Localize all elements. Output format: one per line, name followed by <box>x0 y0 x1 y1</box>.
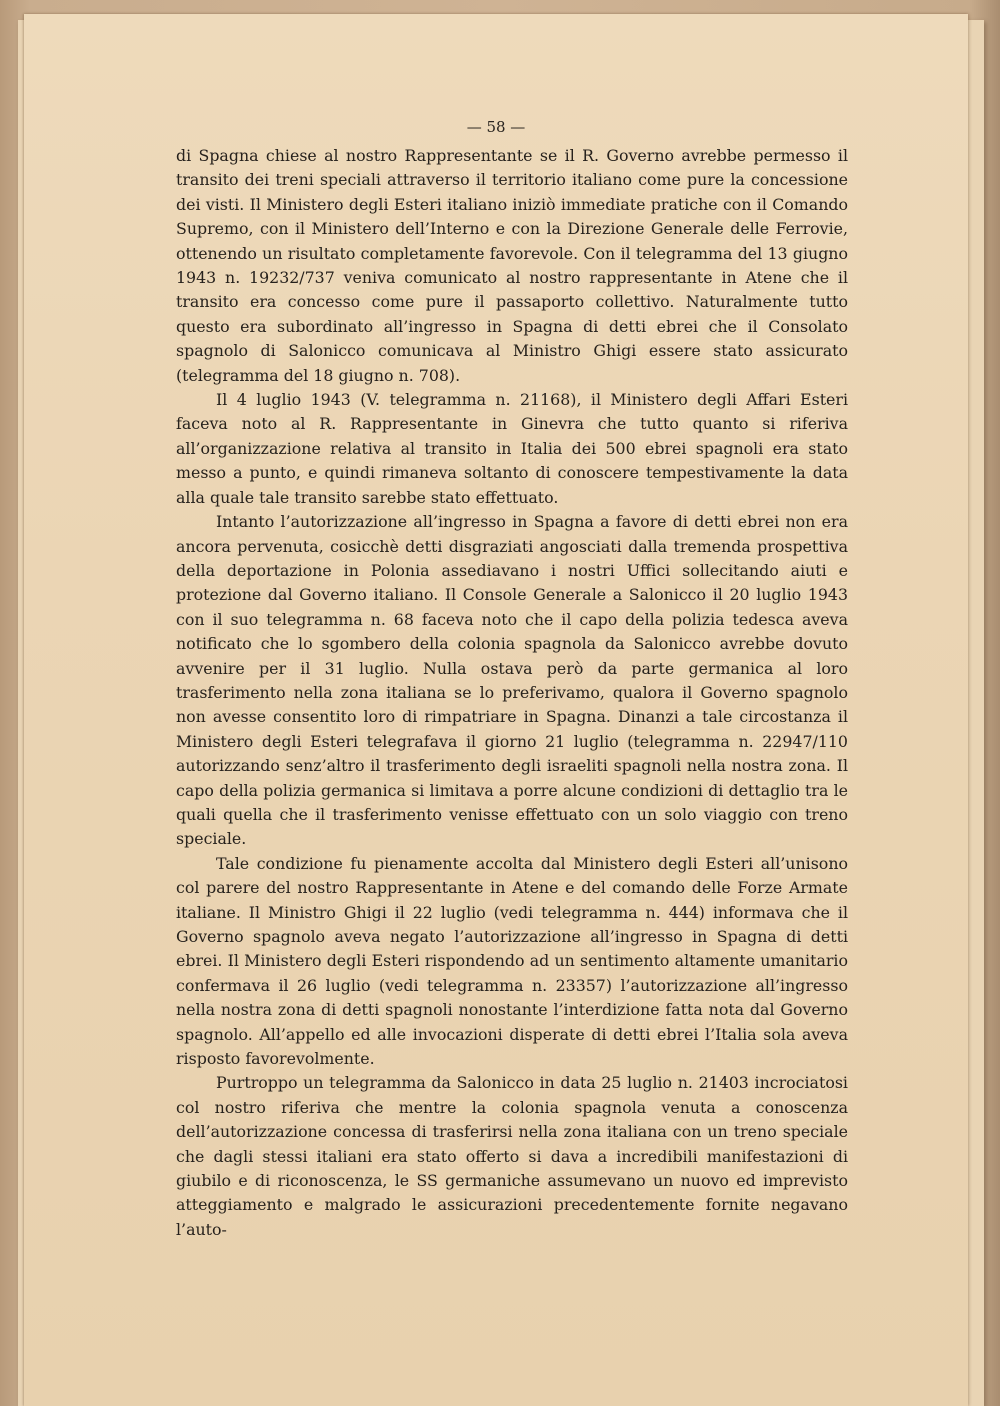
paragraph-2: Il 4 luglio 1943 (V. telegramma n. 21168), il Ministero degli Affari Esteri faceva noto al R. Rappresentante in Ginevra che tutto quanto si riferiva all’organizzazione relativa al transito in Italia dei 500 ebrei spagnoli era stato messo a punto, e quindi rimaneva soltanto di conoscere tempestivamente la data alla quale tale transito sarebbe stato effettuato. <box>176 390 848 507</box>
page-number: — 58 — <box>466 118 526 136</box>
paragraph-4: Tale condizione fu pienamente accolta dal Ministero degli Esteri all’unisono col parere del nostro Rappresentante in Atene e del comando delle Forze Armate italiane. Il Ministro Ghigi il 22 luglio (vedi telegramma n. 444) informava che il Governo spagnolo aveva negato l’autorizzazione all’ingresso in Spagna di detti ebrei. Il Ministero degli Esteri rispondendo ad un sentimento altamente umanitario confermava il 26 luglio (vedi telegramma n. 23357) l’autorizzazione all’ingresso nella nostra zona di detti spagnoli nonostante l’interdizione fatta nota dal Governo spagnolo. All’appello ed alle invocazioni disperate di detti ebrei l’Italia sola aveva risposto favorevolmente. <box>176 853 848 1069</box>
body-text <box>176 144 848 1242</box>
paragraph-5: Purtroppo un telegramma da Salonicco in data 25 luglio n. 21403 incrociatosi col nostro riferiva che mentre la colonia spagnola venuta a conoscenza dell’autorizzazione concessa di trasferirsi nella zona italiana con un treno speciale che dagli stessi italiani era stato offerto si dava a incredibili manifestazioni di giubilo e di riconoscenza, le SS germaniche assumevano un nuovo ed imprevisto atteggiamento e malgrado le assicurazioni precedentemente fornite negavano l’auto- <box>176 1073 848 1239</box>
paragraph-3: Intanto l’autorizzazione all’ingresso in Spagna a favore di detti ebrei non era ancora pervenuta, cosicchè detti disgraziati angosciati dalla tremenda prospettiva della deportazione in Polonia assediavano i nostri Uffici sollecitando aiuti e protezione dal Governo italiano. Il Console Generale a Salonicco il 20 luglio 1943 con il suo telegramma n. 68 faceva noto che il capo della polizia tedesca aveva notificato che lo sgombero della colonia spagnola da Salonicco avrebbe dovuto avvenire per il 31 luglio. Nulla ostava però da parte germanica al loro trasferimento nella zona italiana se lo preferivamo, qualora il Governo spagnolo non avesse consentito loro di rimpatriare in Spagna. Dinanzi a tale circostanza il Ministero degli Esteri telegrafava il giorno 21 luglio (telegramma n. 22947/110 autorizzando senz’altro il trasferimento degli israeliti spagnoli nella nostra zona. Il capo della polizia germanica si limitava a porre alcune condizioni di dettaglio tra le quali quella che il trasferimento venisse effettuato con un solo viaggio con treno speciale. <box>176 512 848 849</box>
paragraph-1: di Spagna chiese al nostro Rappresentante se il R. Governo avrebbe permesso il transito dei treni speciali attraverso il territorio italiano come pure la concessione dei visti. Il Ministero degli Esteri italiano iniziò immediate pratiche con il Comando Supremo, con il Ministero dell’Interno e con la Direzione Generale delle Ferrovie, ottenendo un risultato completamente favorevole. Con il telegramma del 13 giugno 1943 n. 19232/737 veniva comunicato al nostro rappresentante in Atene che il transito era concesso come pure il passaporto collettivo. Naturalmente tutto questo era subordinato all’ingresso in Spagna di detti ebrei che il Consolato spagnolo di Salonicco comunicava al Ministro Ghigi essere stato assicurato (telegramma del 18 giugno n. 708). <box>176 146 848 385</box>
